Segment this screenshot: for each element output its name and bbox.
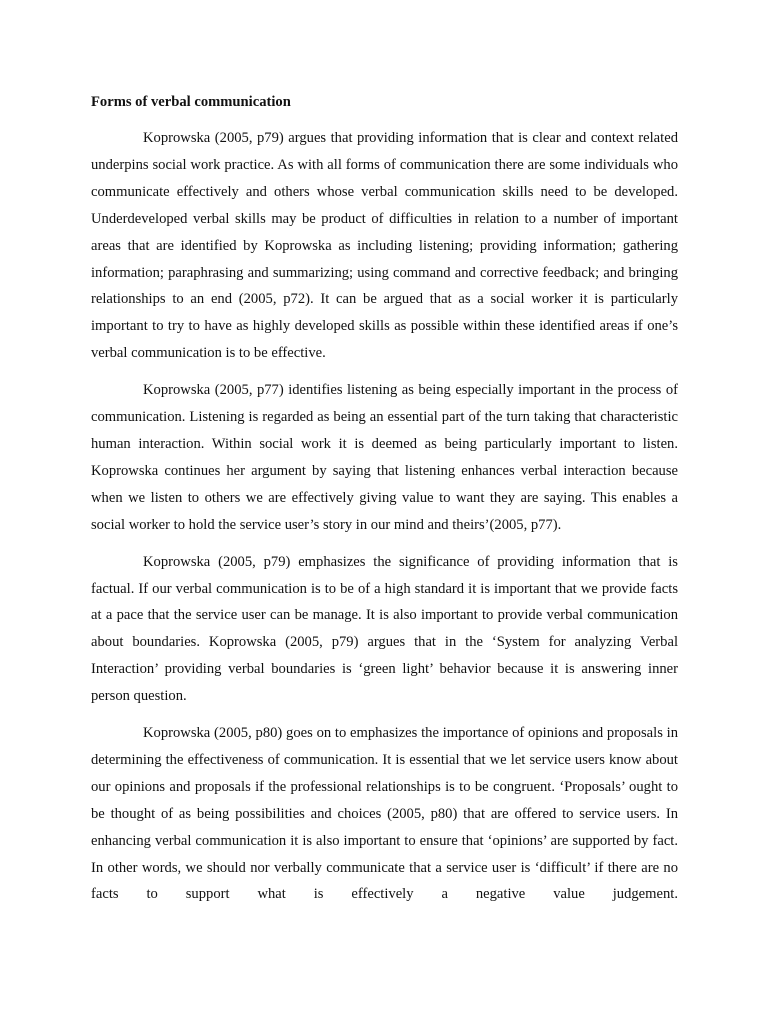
- document-page: [91, 86, 678, 918]
- paragraph-1: Koprowska (2005, p79) argues that providing information that is clear and context related underpins social work practice. As with all forms of communication there are some individuals who communicate effectively and others whose verbal communication skills need to be developed. Underdeveloped verbal skills may be product of difficulties in relation to a number of important areas that are identified by Koprowska as including listening; providing information; gathering information; paraphrasing and summarizing; using command and corrective feedback; and bringing relationships to an end (2005, p72). It can be argued that as a social worker it is particularly important to try to have as highly developed skills as possible within these identified areas if one’s verbal communication is to be effective.: [91, 130, 678, 362]
- paragraph-2: Koprowska (2005, p77) identifies listening as being especially important in the process of communication. Listening is regarded as being an essential part of the turn taking that characteristic human interaction. Within social work it is deemed as being particularly important to listen. Koprowska continues her argument by saying that listening enhances verbal interaction because when we listen to others we are effectively giving value to want they are saying. This enables a social worker to hold the service user’s story in our mind and theirs’(2005, p77).: [91, 382, 678, 533]
- paragraph-4: Koprowska (2005, p80) goes on to emphasizes the importance of opinions and proposals in determining the effectiveness of communication. It is essential that we let service users know about our opinions and proposals if the professional relationships is to be congruent. ‘Proposals’ ought to be thought of as being possibilities and choices (2005, p80) that are offered to service users. In enhancing verbal communication it is also important to ensure that ‘opinions’ are supported by fact. In other words, we should nor verbally communicate that a service user is ‘difficult’ if there are no facts to support what is effectively a negative value judgement.: [91, 725, 678, 903]
- paragraph-3: Koprowska (2005, p79) emphasizes the significance of providing information that is factual. If our verbal communication is to be of a high standard it is important that we provide facts at a pace that the service user can be manage. It is also important to provide verbal communication about boundaries. Koprowska (2005, p79) argues that in the ‘System for analyzing Verbal Interaction’ providing verbal boundaries is ‘green light’ behavior because it is answering inner person question.: [91, 553, 678, 705]
- section-heading: Forms of verbal communication: [91, 94, 291, 110]
